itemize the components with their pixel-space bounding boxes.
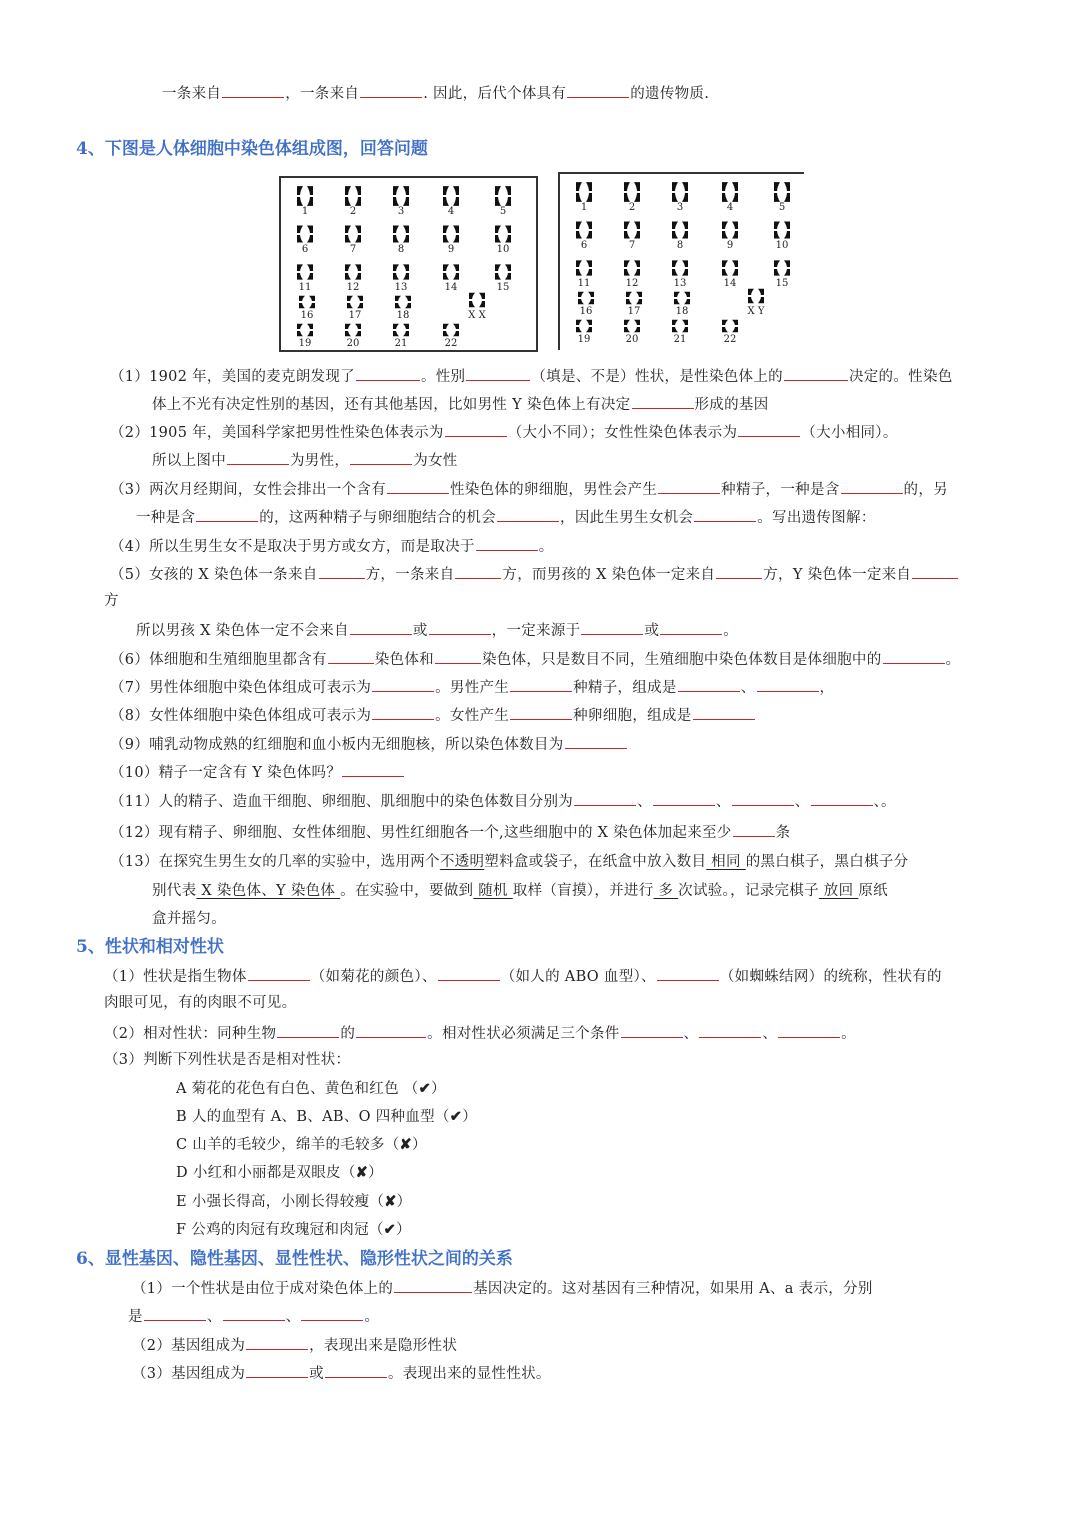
q4-2-line2: 所以上图中 为男性， 为女性 <box>152 449 458 471</box>
q5-1-line2: 肉眼可见，有的肉眼不可见。 <box>104 995 297 1011</box>
chromosome-pair <box>671 320 689 333</box>
chromosome-number: 6 <box>301 244 309 255</box>
chromosome-number: 8 <box>676 240 684 251</box>
answer-blank[interactable] <box>438 965 500 981</box>
chromosome-number: 7 <box>349 244 357 255</box>
check-icon: ✔ <box>418 1080 432 1097</box>
trait-item-f: F 公鸡的肉冠有玫瑰冠和肉冠（✔） <box>176 1221 411 1238</box>
answer-blank[interactable] <box>694 506 756 522</box>
answer-blank[interactable] <box>574 790 636 806</box>
trait-item-c: C 山羊的毛较少，绵羊的毛较多（✘） <box>176 1136 427 1153</box>
top-line: 一条来自 ，一条来自 . 因此，后代个体具有 的遗传物质. <box>162 82 709 104</box>
chromosome-number: 5 <box>778 202 786 213</box>
answer-blank[interactable] <box>325 1362 387 1378</box>
answer-blank[interactable] <box>653 790 715 806</box>
q4-1-line1: （1）1902 年，美国的麦克朗发现了 。性别 （填是、不是）性状，是性染色体上的 决定的。性染色 <box>110 365 953 387</box>
answer-blank[interactable] <box>738 421 800 437</box>
chromosome-pair <box>575 260 593 275</box>
q4-13-line3: 盒并摇匀。 <box>152 911 226 927</box>
chromosome-number: 16 <box>579 306 593 317</box>
answer-blank[interactable] <box>912 563 958 579</box>
chromosome-pair <box>625 292 643 305</box>
chromosome-pair <box>773 182 791 202</box>
q5-1-line1: （1）性状是指生物体 （如菊花的颜色）、 （如人的 ABO 血型）、 （如蜘蛛结网）的统称，性状有的 <box>104 965 942 987</box>
q6-1-line2: 是 、 、 。 <box>128 1305 379 1327</box>
q5-3: （3）判断下列性状是否是相对性状： <box>104 1052 351 1068</box>
answer-blank[interactable] <box>811 790 873 806</box>
q4-13-line2: 别代表 X 染色体、Y 染色体 。在实验中，要做到 随机 取样（盲摸），并进行 多 次试验。，记录完棋子 放回 原纸 <box>152 883 888 899</box>
answer-blank[interactable] <box>429 619 491 635</box>
check-icon: ✔ <box>383 1221 397 1238</box>
trait-item-e: E 小强长得高，小刚长得较瘦（✘） <box>176 1193 412 1210</box>
answer-blank[interactable] <box>732 790 794 806</box>
chromosome-number: 3 <box>676 202 684 213</box>
q5-2: （2）相对性状：同种生物 的 。相对性状必须满足三个条件 、 、 。 <box>104 1022 856 1044</box>
chromosome-pair <box>344 264 362 279</box>
answer-blank[interactable] <box>565 733 627 749</box>
q4-6: （6）体细胞和生殖细胞里都含有 染色体和 染色体，只是数目不同，生殖细胞中染色体数目是体细胞中的 。 <box>110 648 960 670</box>
answer-blank[interactable] <box>387 478 449 494</box>
answer-blank[interactable] <box>621 1022 683 1038</box>
q6-2: （2）基因组成为 ，表现出来是隐形性状 <box>132 1334 457 1356</box>
chromosome-number: 1 <box>580 202 588 213</box>
filled-answer: X 染色体、Y 染色体 <box>196 883 341 899</box>
filled-answer: 不透明 <box>439 854 485 870</box>
q4-1-line2: 体上不光有决定性别的基因，还有其他基因，比如男性 Y 染色体上有决定 形成的基因 <box>152 393 769 415</box>
cross-icon: ✘ <box>399 1136 412 1153</box>
answer-blank[interactable] <box>435 648 481 664</box>
answer-blank[interactable] <box>372 704 434 720</box>
chromosome-pair <box>623 260 641 275</box>
q4-5-line3: 所以男孩 X 染色体一定不会来自 或 ，一定来源于 或 。 <box>136 619 738 641</box>
q4-7: （7）男性体细胞中染色体组成可表示为 。男性产生 种精子，组成是 、 ， <box>110 676 834 698</box>
cross-icon: ✘ <box>355 1164 369 1181</box>
chromosome-pair <box>575 221 593 238</box>
chromosome-pair <box>575 182 593 202</box>
chromosome-number: 15 <box>496 282 510 293</box>
chromosome-number: 7 <box>628 240 636 251</box>
chromosome-pair <box>773 221 791 238</box>
answer-blank[interactable] <box>784 365 848 381</box>
chromosome-number: 2 <box>349 206 357 217</box>
chromosome-number: 10 <box>775 240 789 251</box>
chromosome-pair <box>721 260 739 275</box>
chromosome-pair <box>442 186 460 206</box>
chromosome-pair <box>392 186 410 206</box>
chromosome-number: 12 <box>625 278 639 289</box>
chromosome-pair <box>623 221 641 238</box>
chromosome-pair <box>773 260 791 275</box>
chromosome-number: X X <box>468 310 486 321</box>
chromosome-pair <box>394 296 412 309</box>
answer-blank[interactable] <box>277 1022 339 1038</box>
filled-answer: 多 <box>653 883 679 899</box>
chromosome-pair <box>671 260 689 275</box>
chromosome-pair <box>296 225 314 242</box>
chromosome-pair <box>494 264 512 279</box>
chromosome-number: 18 <box>396 310 410 321</box>
chromosome-pair <box>344 186 362 206</box>
answer-blank[interactable] <box>510 676 572 692</box>
answer-blank[interactable] <box>733 821 775 837</box>
chromosome-number: 15 <box>775 278 789 289</box>
answer-blank[interactable] <box>356 365 420 381</box>
chromosome-number: 17 <box>627 306 641 317</box>
trait-item-b: B 人的血型有 A、B、AB、O 四种血型（✔） <box>176 1108 477 1125</box>
karyotype-male-svg <box>560 174 804 350</box>
answer-blank[interactable] <box>394 1277 472 1293</box>
answer-blank[interactable] <box>360 82 422 98</box>
trait-item-a: A 菊花的花色有白色、黄色和红色 （✔） <box>176 1080 446 1097</box>
chromosome-pair <box>577 292 595 305</box>
answer-blank[interactable] <box>466 365 530 381</box>
chromosome-pair <box>442 225 460 242</box>
answer-blank[interactable] <box>581 619 643 635</box>
q4-4: （4）所以生男生女不是取决于男方或女方，而是取决于 。 <box>110 535 554 557</box>
answer-blank[interactable] <box>658 478 720 494</box>
answer-blank[interactable] <box>699 1022 761 1038</box>
answer-blank[interactable] <box>222 82 284 98</box>
chromosome-number: 14 <box>444 282 458 293</box>
chromosome-pair <box>392 264 410 279</box>
chromosome-number: 11 <box>298 282 312 293</box>
chromosome-number: 1 <box>301 206 309 217</box>
answer-blank[interactable] <box>716 563 762 579</box>
chromosome-pair <box>442 324 460 337</box>
section-6-heading: 6、显性基因、隐性基因、显性性状、隐形性状之间的关系 <box>76 1249 513 1269</box>
answer-blank[interactable] <box>693 704 755 720</box>
chromosome-pair <box>392 225 410 242</box>
answer-blank[interactable] <box>632 393 694 409</box>
chromosome-number: 21 <box>673 334 687 345</box>
chromosome-number: 16 <box>300 310 314 321</box>
chromosome-pair <box>623 320 641 333</box>
answer-blank[interactable] <box>319 563 365 579</box>
chromosome-number: 14 <box>723 278 737 289</box>
cross-icon: ✘ <box>384 1193 397 1210</box>
answer-blank[interactable] <box>350 619 412 635</box>
answer-blank[interactable] <box>372 676 434 692</box>
chromosome-pair <box>721 320 739 333</box>
answer-blank[interactable] <box>510 704 572 720</box>
chromosome-pair <box>721 182 739 202</box>
chromosome-pair <box>575 320 593 333</box>
karyotype-female-figure <box>279 176 538 352</box>
chromosome-pair <box>747 289 765 303</box>
answer-blank[interactable] <box>657 965 719 981</box>
answer-blank[interactable] <box>757 676 819 692</box>
q4-3-line2: 一种是含 的，这两种精子与卵细胞结合的机会 ，因此生男生女机会 。写出遗传图解： <box>136 506 876 528</box>
answer-blank[interactable] <box>144 1305 206 1321</box>
chromosome-number: 21 <box>394 338 408 349</box>
chromosome-pair <box>346 296 364 309</box>
q4-8: （8）女性体细胞中染色体组成可表示为 。女性产生 种卵细胞，组成是 <box>110 704 756 726</box>
answer-blank[interactable] <box>196 506 258 522</box>
chromosome-number: 10 <box>496 244 510 255</box>
chromosome-number: 19 <box>577 334 591 345</box>
answer-blank[interactable] <box>778 1022 840 1038</box>
chromosome-number: 18 <box>675 306 689 317</box>
karyotype-male-figure <box>558 172 804 350</box>
chromosome-number: 6 <box>580 240 588 251</box>
answer-blank[interactable] <box>248 965 310 981</box>
karyotype-female-svg <box>281 178 536 350</box>
filled-answer: 放回 <box>818 883 859 899</box>
q4-13-line1: （13）在探究生男生女的几率的实验中，选用两个不透明塑料盒或袋子，在纸盒中放入数目 相同 的黑白棋子，黑白棋子分 <box>110 854 909 870</box>
filled-answer: 随机 <box>473 883 513 899</box>
answer-blank[interactable] <box>227 449 289 465</box>
q4-11: （11）人的精子、造血干细胞、卵细胞、肌细胞中的染色体数目分别为 、 、 、 、。 <box>110 790 896 812</box>
chromosome-number: 22 <box>444 338 458 349</box>
answer-blank[interactable] <box>246 1334 308 1350</box>
chromosome-number: 19 <box>298 338 312 349</box>
chromosome-pair <box>468 293 486 307</box>
chromosome-number: 12 <box>346 282 360 293</box>
answer-blank[interactable] <box>476 535 538 551</box>
chromosome-pair <box>721 221 739 238</box>
answer-blank[interactable] <box>223 1305 285 1321</box>
chromosome-pair <box>296 264 314 279</box>
q4-9: （9）哺乳动物成熟的红细胞和血小板内无细胞核，所以染色体数目为 <box>110 733 628 755</box>
answer-blank[interactable] <box>455 563 501 579</box>
chromosome-pair <box>442 264 460 279</box>
answer-blank[interactable] <box>883 648 945 664</box>
chromosome-number: 20 <box>625 334 639 345</box>
answer-blank[interactable] <box>497 506 559 522</box>
chromosome-number: 4 <box>726 202 734 213</box>
answer-blank[interactable] <box>356 1022 426 1038</box>
chromosome-pair <box>296 186 314 206</box>
answer-blank[interactable] <box>567 82 629 98</box>
trait-item-d: D 小红和小丽都是双眼皮（✘） <box>176 1164 383 1181</box>
chromosome-pair <box>671 182 689 202</box>
q4-2-line1: （2）1905 年，美国科学家把男性性染色体表示为 （大小不同）；女性性染色体表示为 （大小相同）。 <box>110 421 898 443</box>
q4-5-line2: 方 <box>104 593 119 609</box>
answer-blank[interactable] <box>445 421 507 437</box>
chromosome-pair <box>344 225 362 242</box>
q4-3-line1: （3）两次月经期间，女性会排出一个含有 性染色体的卵细胞，男性会产生 种精子，一种是含 的，另 <box>110 478 948 500</box>
chromosome-pair <box>344 324 362 337</box>
answer-blank[interactable] <box>350 449 412 465</box>
chromosome-number: 20 <box>346 338 360 349</box>
chromosome-number: 9 <box>726 240 734 251</box>
chromosome-number: 3 <box>397 206 405 217</box>
chromosome-pair <box>494 186 512 206</box>
chromosome-pair <box>623 182 641 202</box>
chromosome-pair <box>298 296 316 309</box>
section-5-heading: 5、性状和相对性状 <box>76 937 224 957</box>
chromosome-number: 13 <box>394 282 408 293</box>
chromosome-pair <box>494 225 512 242</box>
answer-blank[interactable] <box>841 478 903 494</box>
chromosome-number: 8 <box>397 244 405 255</box>
q6-3: （3）基因组成为 或 。表现出来的显性性状。 <box>132 1362 551 1384</box>
chromosome-pair <box>392 324 410 337</box>
chromosome-number: 5 <box>499 206 507 217</box>
q4-5-line1: （5）女孩的 X 染色体一条来自 方，一条来自 方，而男孩的 X 染色体一定来自 方，Y 染色体一定来自 <box>110 563 959 585</box>
section-4-heading: 4、下图是人体细胞中染色体组成图，回答问题 <box>76 139 428 159</box>
check-icon: ✔ <box>449 1108 463 1125</box>
answer-blank[interactable] <box>678 676 740 692</box>
filled-answer: 相同 <box>706 854 746 870</box>
chromosome-number: 2 <box>628 202 636 213</box>
chromosome-number: 13 <box>673 278 687 289</box>
answer-blank[interactable] <box>660 619 722 635</box>
chromosome-number: 4 <box>447 206 455 217</box>
chromosome-number: 17 <box>348 310 362 321</box>
chromosome-number: 11 <box>577 278 591 289</box>
q4-12: （12）现有精子、卵细胞、女性体细胞、男性红细胞各一个,这些细胞中的 X 染色体加起来至少 条 <box>110 821 790 843</box>
chromosome-pair <box>671 221 689 238</box>
chromosome-pair <box>296 324 314 337</box>
answer-blank[interactable] <box>342 761 404 777</box>
answer-blank[interactable] <box>246 1362 308 1378</box>
answer-blank[interactable] <box>301 1305 363 1321</box>
q4-10: （10）精子一定含有 Y 染色体吗？ <box>110 761 405 783</box>
chromosome-pair <box>673 292 691 305</box>
q6-1-line1: （1）一个性状是由位于成对染色体上的 基因决定的。这对基因有三种情况，如果用 A、a 表示，分别 <box>132 1277 873 1299</box>
answer-blank[interactable] <box>328 648 374 664</box>
chromosome-number: 9 <box>447 244 455 255</box>
chromosome-number: 22 <box>723 334 737 345</box>
chromosome-number: X Y <box>747 306 765 317</box>
